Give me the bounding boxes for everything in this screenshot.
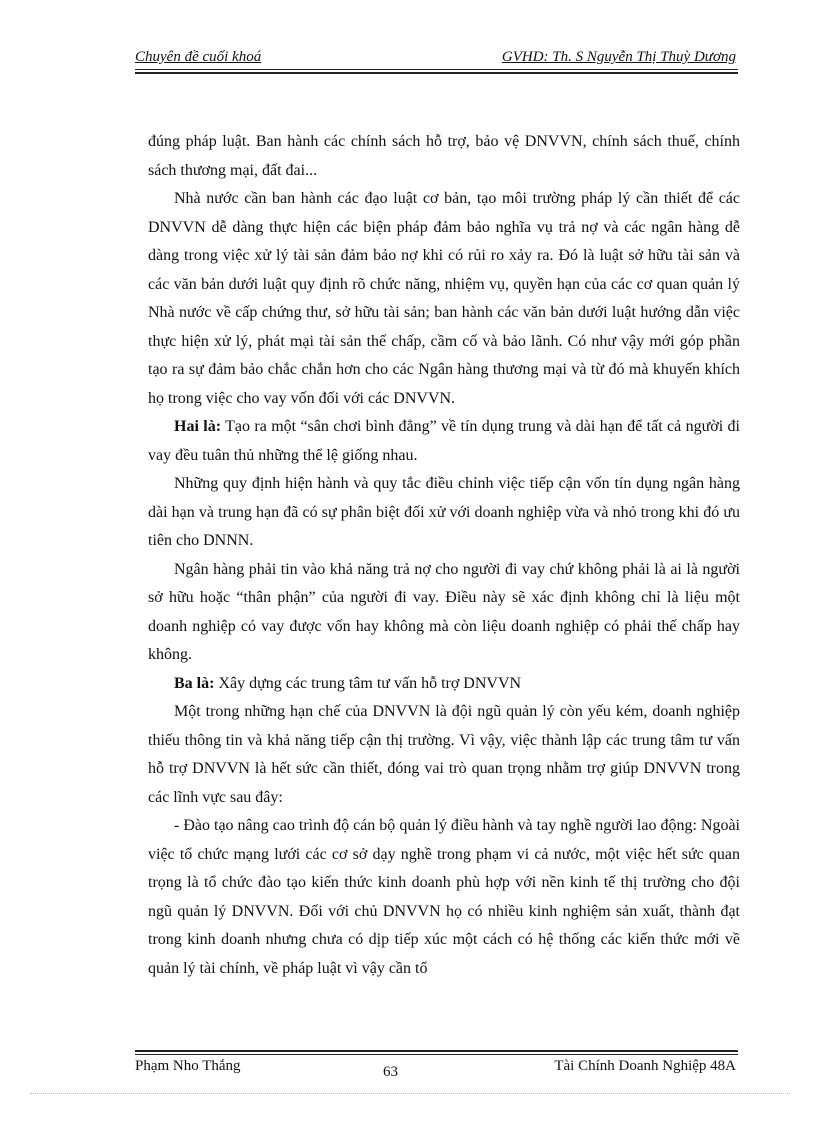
paragraph (148, 698, 740, 812)
page-number: 63 (383, 1064, 398, 1080)
paragraph (148, 470, 740, 556)
paragraph-text: đúng pháp luật. Ban hành các chính sách hỗ trợ, bảo vệ DNVVN, chính sách thuế, chính sách thương mại, đất đai... (148, 133, 740, 179)
header-rule (135, 69, 738, 74)
footer-author: Phạm Nho Thắng (135, 1058, 241, 1074)
paragraph (148, 812, 740, 983)
paragraph-text: Những quy định hiện hành và quy tắc điều chỉnh việc tiếp cận vốn tín dụng ngân hàng dài hạn và trung hạn đã có sự phân biệt đối xử với doanh nghiệp vừa và nhỏ trong khi đó ưu tiên cho DNNN. (148, 475, 740, 549)
header-supervisor: GVHD: Th. S Nguyễn Thị Thuỳ Dương (501, 49, 736, 65)
paragraph (148, 670, 740, 699)
page-footer (135, 1058, 738, 1082)
paragraph-lead: Hai là: (174, 418, 222, 435)
paragraph-text: Nhà nước cần ban hành các đạo luật cơ bản, tạo môi trường pháp lý cần thiết để các DNVVN dễ dàng thực hiện các biện pháp đảm bảo nghĩa vụ trả nợ và các ngân hàng dễ dàng trong việc xử lý tài sản đảm bảo nợ khi có rủi ro xảy ra. Đó là luật sở hữu tài sản và các văn bản dưới luật quy định rõ chức năng, nhiệm vụ, quyền hạn của các cơ quan quản lý Nhà nước về cấp chứng thư, sở hữu tài sản; ban hành các văn bản dưới luật hướng dẫn việc thực hiện xử lý, phát mại tài sản thế chấp, cầm cố và bảo lãnh. Có như vậy mới góp phần tạo ra sự đảm bảo chắc chắn hơn cho các Ngân hàng thương mại và từ đó mà khuyến khích họ trong việc cho vay vốn đối với các DNVVN. (148, 190, 740, 407)
page-header (135, 46, 738, 68)
paragraph (148, 556, 740, 670)
footer-class: Tài Chính Doanh Nghiệp 48A (554, 1058, 736, 1074)
paragraph-text: Một trong những hạn chế của DNVVN là đội ngũ quản lý còn yếu kém, doanh nghiệp thiếu thông tin và khả năng tiếp cận thị trường. Vì vậy, việc thành lập các trung tâm tư vấn hỗ trợ DNVVN là hết sức cần thiết, đóng vai trò quan trọng nhằm trợ giúp DNVVN trong các lĩnh vực sau đây: (148, 703, 740, 806)
paragraph-lead: Ba là: (174, 674, 215, 692)
paragraph-text: Tạo ra một “sân chơi bình đẳng” về tín dụng trung và dài hạn để tất cả người đi vay đều tuân thủ những thể lệ giống nhau. (148, 418, 740, 464)
paragraph (148, 413, 740, 470)
paragraph-text: - Đào tạo nâng cao trình độ cán bộ quản lý điều hành và tay nghề người lao động: Ngoài việc tổ chức mạng lưới các cơ sở dạy nghề trong phạm vi cả nước, một việc hết sức quan trọng là tổ chức đào tạo kiến thức kinh doanh phù hợp với nền kinh tế thị trường cho đội ngũ quản lý DNVVN. Đối với chủ DNVVN họ có nhiều kinh nghiệm sản xuất, thành đạt trong kinh doanh nhưng chưa có dịp tiếp xúc một cách có hệ thống các kiến thức mới về quản lý tài chính, về pháp luật vì vậy cần tổ (148, 817, 740, 977)
paragraph-text: Xây dựng các trung tâm tư vấn hỗ trợ DNVVN (214, 674, 522, 692)
page-edge-dotted-line (30, 1093, 790, 1094)
paragraph-text: Ngân hàng phải tin vào khả năng trả nợ cho người đi vay chứ không phải là ai là người sở hữu hoặc “thân phận” của người đi vay. Điều này sẽ xác định không chỉ là liệu một doanh nghiệp có vay được vốn hay không mà còn liệu doanh nghiệp có phải thế chấp hay không. (148, 560, 740, 663)
footer-rule (135, 1050, 738, 1055)
paragraph (148, 185, 740, 413)
document-body (148, 128, 740, 983)
header-document-type: Chuyên đề cuối khoá (135, 49, 262, 65)
paragraph (148, 128, 740, 185)
